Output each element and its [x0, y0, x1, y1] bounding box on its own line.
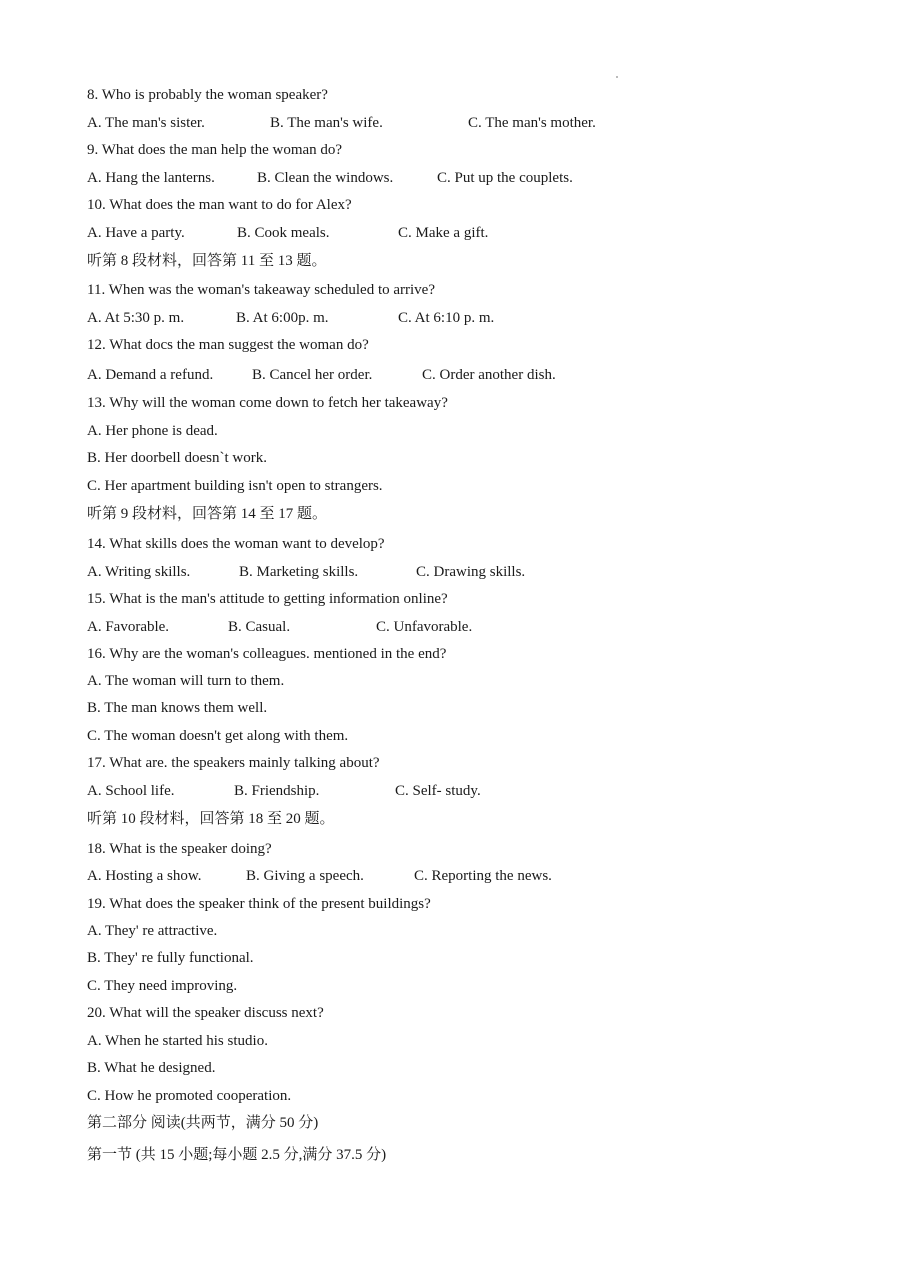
question-16-stem: 16. Why are the woman's colleagues. mentioned in the end? [87, 646, 447, 662]
question-20-stem: 20. What will the speaker discuss next? [87, 1005, 324, 1021]
question-9-option-b: B. Clean the windows. [257, 170, 394, 186]
question-19-stem: 19. What does the speaker think of the present buildings? [87, 896, 431, 912]
question-11-stem: 11. When was the woman's takeaway scheduled to arrive? [87, 282, 435, 298]
question-18-option-c: C. Reporting the news. [414, 868, 552, 884]
question-8-stem: 8. Who is probably the woman speaker? [87, 87, 328, 103]
question-8-option-a: A. The man's sister. [87, 115, 205, 131]
question-12-stem: 12. What docs the man suggest the woman do? [87, 337, 369, 353]
question-19-option-b: B. They' re fully functional. [87, 950, 254, 966]
question-17-stem: 17. What are. the speakers mainly talking about? [87, 755, 380, 771]
question-17-option-b: B. Friendship. [234, 783, 320, 799]
question-15-option-b: B. Casual. [228, 619, 291, 635]
question-12-option-a: A. Demand a refund. [87, 367, 214, 383]
question-14-stem: 14. What skills does the woman want to develop? [87, 536, 385, 552]
instruction-segment-9: 听第 9 段材料，回答第 14 至 17 题。 [87, 506, 328, 522]
question-18-option-b: B. Giving a speech. [246, 868, 364, 884]
question-15-option-c: C. Unfavorable. [376, 619, 473, 635]
part-2-heading: 第二部分 阅读(共两节，满分 50 分) [87, 1115, 319, 1131]
question-15-option-a: A. Favorable. [87, 619, 170, 635]
question-9-option-c: C. Put up the couplets. [437, 170, 573, 186]
question-11-option-b: B. At 6:00p. m. [236, 310, 329, 326]
question-11-option-a: A. At 5:30 p. m. [87, 310, 185, 326]
question-10-stem: 10. What does the man want to do for Alex? [87, 197, 352, 213]
question-20-option-b: B. What he designed. [87, 1060, 216, 1076]
question-16-option-b: B. The man knows them well. [87, 700, 268, 716]
question-20-option-a: A. When he started his studio. [87, 1033, 268, 1049]
question-17-option-c: C. Self- study. [395, 783, 481, 799]
question-17-option-a: A. School life. [87, 783, 175, 799]
question-8-option-b: B. The man's wife. [270, 115, 383, 131]
question-16-option-c: C. The woman doesn't get along with them. [87, 728, 349, 744]
question-13-stem: 13. Why will the woman come down to fetch her takeaway? [87, 395, 448, 411]
question-19-option-a: A. They' re attractive. [87, 923, 218, 939]
question-13-option-b: B. Her doorbell doesn`t work. [87, 450, 267, 466]
question-18-stem: 18. What is the speaker doing? [87, 841, 272, 857]
question-16-option-a: A. The woman will turn to them. [87, 673, 285, 689]
question-12-option-c: C. Order another dish. [422, 367, 556, 383]
question-13-option-a: A. Her phone is dead. [87, 423, 218, 439]
section-1-heading: 第一节 (共 15 小题;每小题 2.5 分,满分 37.5 分) [87, 1147, 387, 1163]
question-9-stem: 9. What does the man help the woman do? [87, 142, 343, 158]
question-18-option-a: A. Hosting a show. [87, 868, 202, 884]
question-10-option-b: B. Cook meals. [237, 225, 330, 241]
question-12-option-b: B. Cancel her order. [252, 367, 373, 383]
instruction-segment-10: 听第 10 段材料，回答第 18 至 20 题。 [87, 811, 335, 827]
question-10-option-c: C. Make a gift. [398, 225, 489, 241]
question-14-option-a: A. Writing skills. [87, 564, 191, 580]
instruction-segment-8: 听第 8 段材料，回答第 11 至 13 题。 [87, 253, 327, 269]
question-9-option-a: A. Hang the lanterns. [87, 170, 215, 186]
question-15-stem: 15. What is the man's attitude to getting information online? [87, 591, 448, 607]
question-20-option-c: C. How he promoted cooperation. [87, 1088, 292, 1104]
question-11-option-c: C. At 6:10 p. m. [398, 310, 495, 326]
question-14-option-c: C. Drawing skills. [416, 564, 526, 580]
scan-dot [616, 76, 618, 78]
question-14-option-b: B. Marketing skills. [239, 564, 359, 580]
question-13-option-c: C. Her apartment building isn't open to strangers. [87, 478, 383, 494]
question-10-option-a: A. Have a party. [87, 225, 185, 241]
question-19-option-c: C. They need improving. [87, 978, 238, 994]
question-8-option-c: C. The man's mother. [468, 115, 596, 131]
